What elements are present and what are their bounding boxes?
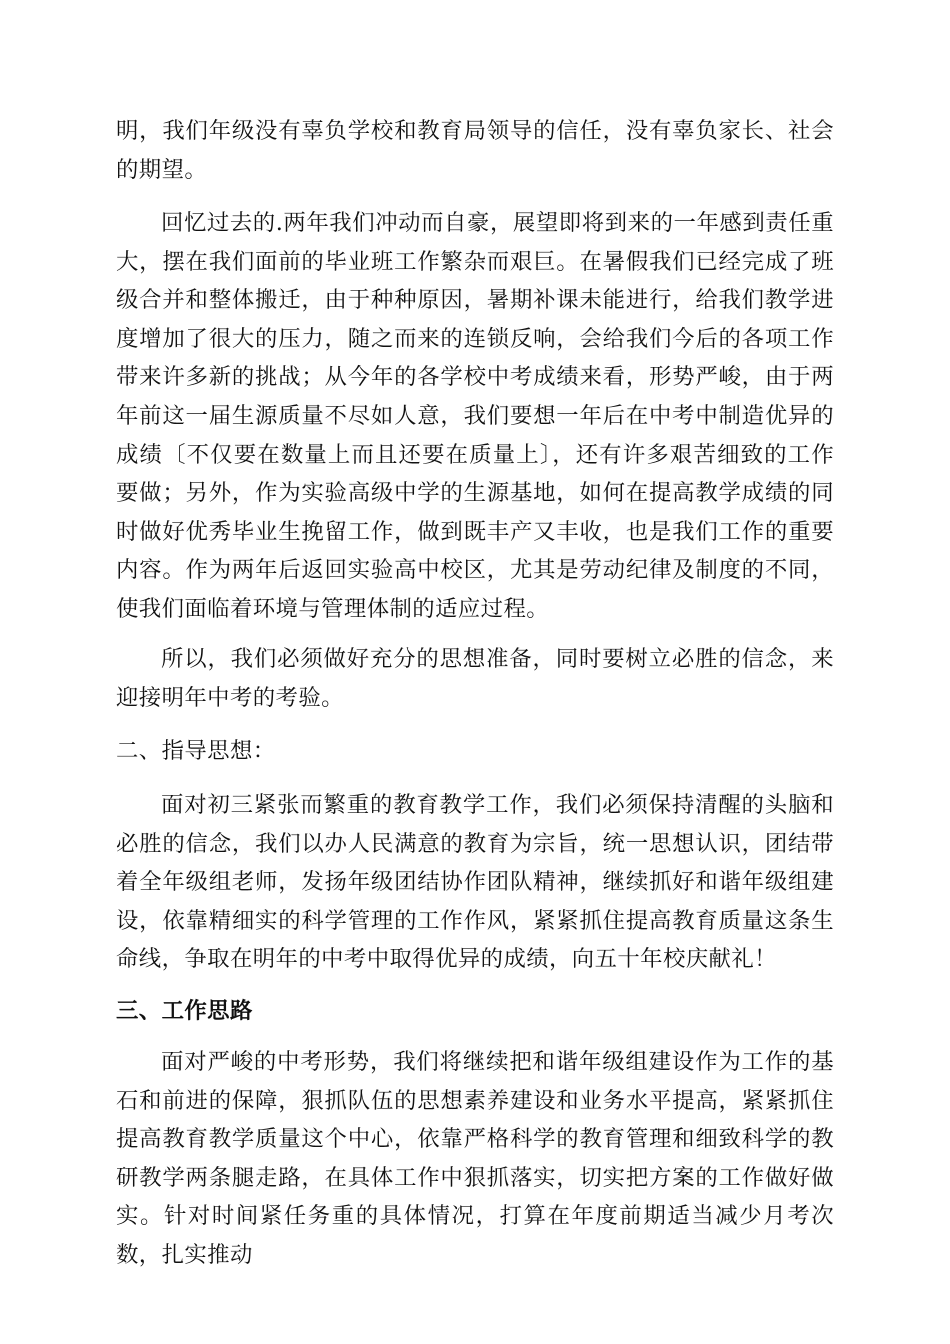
guiding-thought-paragraph: 面对初三紧张而繁重的教育教学工作，我们必须保持清醒的头脑和必胜的信念，我们以办人民满意的教育为宗旨，统一思想认识，团结带着全年级组老师，发扬年级团结协作团队精神，继续抓好和谐年级组建设，依靠精细实的科学管理的工作作风，紧紧抓住提高教育质量这条生命线，争取在明年的中考中取得优异的成绩，向五十年校庆献礼！ (116, 792, 834, 973)
therefore-paragraph: 所以，我们必须做好充分的思想准备，同时要树立必胜的信念，来迎接明年中考的考验。 (116, 646, 834, 711)
review-paragraph: 回忆过去的.两年我们冲动而自豪，展望即将到来的一年感到责任重大，摆在我们面前的毕业班工作繁杂而艰巨。在暑假我们已经完成了班级合并和整体搬迁，由于种种原因，暑期补课未能进行，给我们教学进度增加了很大的压力，随之而来的连锁反响，会给我们今后的各项工作带来许多新的挑战；从今年的各学校中考成绩来看，形势严峻，由于两年前这一届生源质量不尽如人意，我们要想一年后在中考中制造优异的成绩〔不仅要在数量上而且还要在质量上〕，还有许多艰苦细致的工作要做；另外，作为实验高级中学的生源基地，如何在提高教学成绩的同时做好优秀毕业生挽留工作，做到既丰产又丰收，也是我们工作的重要内容。作为两年后返回实验高中校区，尤其是劳动纪律及制度的不同，使我们面临着环境与管理体制的适应过程。 (116, 210, 834, 622)
heading-work-approach: 三、工作思路 (116, 998, 253, 1024)
intro-paragraph-end: 明，我们年级没有辜负学校和教育局领导的信任，没有辜负家长、社会的期望。 (116, 118, 834, 183)
heading-guiding-thought: 二、指导思想： (116, 738, 276, 764)
work-approach-paragraph: 面对严峻的中考形势，我们将继续把和谐年级组建设作为工作的基石和前进的保障，狠抓队伍的思想素养建设和业务水平提高，紧紧抓住提高教育教学质量这个中心，依靠严格科学的教育管理和细致科学的教研教学两条腿走路，在具体工作中狠抓落实，切实把方案的工作做好做实。针对时间紧任务重的具体情况，打算在年度前期适当减少月考次数，扎实推动 (116, 1049, 834, 1268)
